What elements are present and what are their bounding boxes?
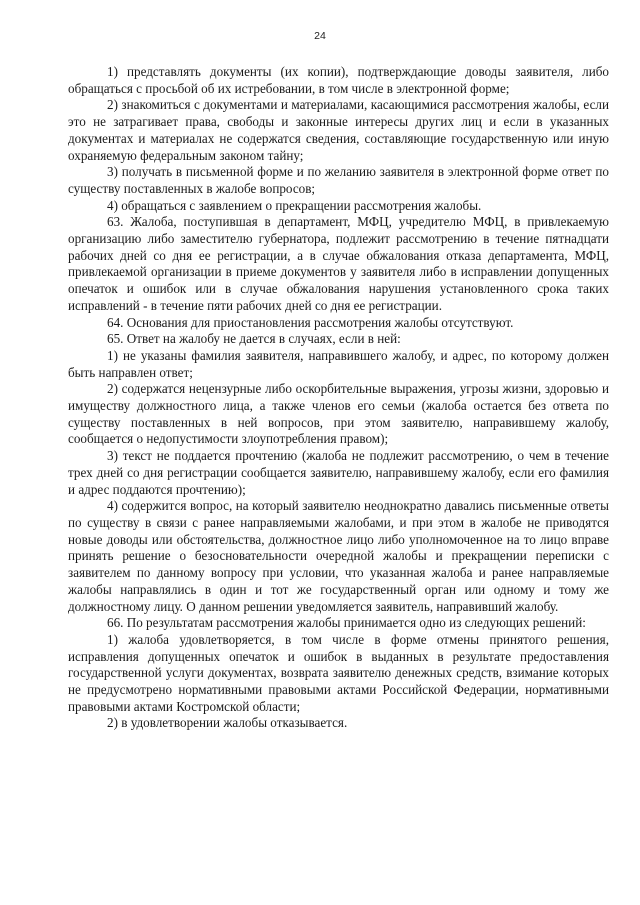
paragraph-66-item-2: 2) в удовлетворении жалобы отказывается.	[107, 715, 348, 731]
paragraph-65-item-4: 4) содержится вопрос, на который заявителю неоднократно давались письменные ответы по существу в связи с ранее направляемыми жалобами, и при этом в жалобе не приводятся новые доводы или обстоятельства, должностное лицо либо уполномоченное на то лицо вправе принять решение о безосновательности очередной жалобы и прекращении переписки с заявителем по данному вопросу при условии, что указанная жалоба и ранее направляемые жалобы направлялись в один и тот же государственный орган или одному и тому же должностному лицу. О данном решении уведомляется заявитель, направивший жалобу.	[68, 498, 609, 614]
paragraph-62-item-3: 3) получать в письменной форме и по желанию заявителя в электронной форме ответ по существу поставленных в жалобе вопросов;	[68, 164, 609, 196]
paragraph-66: 66. По результатам рассмотрения жалобы принимается одно из следующих решений:	[107, 615, 586, 631]
paragraph-65-item-2: 2) содержатся нецензурные либо оскорбительные выражения, угрозы жизни, здоровью и имуществу должностного лица, а также членов его семьи (жалоба остается без ответа по существу поставленных в ней вопросов, при этом заявителю, направившему жалобу, сообщается о недопустимости злоупотребления правом);	[68, 381, 609, 447]
paragraph-62-item-2: 2) знакомиться с документами и материалами, касающимися рассмотрения жалобы, если это не затрагивает права, свободы и законные интересы других лиц и если в указанных документах и материалах не содержатся сведения, составляющие государственную или иную охраняемую федеральным законом тайну;	[68, 97, 609, 163]
paragraph-62-item-4: 4) обращаться с заявлением о прекращении рассмотрения жалобы.	[107, 197, 482, 213]
page-number: 24	[314, 30, 326, 42]
document-body	[68, 64, 609, 732]
paragraph-64: 64. Основания для приостановления рассмотрения жалобы отсутствуют.	[107, 314, 514, 330]
paragraph-63: 63. Жалоба, поступившая в департамент, МФЦ, учредителю МФЦ, в привлекаемую организацию либо заместителю губернатора, подлежит рассмотрению в течение пятнадцати рабочих дней со дня ее регистрации, а в случае обжалования отказа департамента, МФЦ, привлекаемой организации в приеме документов у заявителя либо в исправлении допущенных опечаток и ошибок или в случае обжалования нарушения установленного срока таких исправлений - в течение пяти рабочих дней со дня ее регистрации.	[68, 214, 609, 313]
paragraph-65-item-3: 3) текст не поддается прочтению (жалоба не подлежит рассмотрению, о чем в течение трех дней со дня регистрации сообщается заявителю, направившему жалобу, если его фамилия и адрес поддаются прочтению);	[68, 448, 609, 497]
paragraph-62-item-1: 1) представлять документы (их копии), подтверждающие доводы заявителя, либо обращаться с просьбой об их истребовании, в том числе в электронной форме;	[68, 64, 609, 96]
paragraph-65: 65. Ответ на жалобу не дается в случаях, если в ней:	[107, 331, 401, 347]
paragraph-66-item-1: 1) жалоба удовлетворяется, в том числе в форме отмены принятого решения, исправления допущенных опечаток и ошибок в выданных в результате предоставления государственной услуги документах, возврата заявителю денежных средств, взимание которых не предусмотрено нормативными правовыми актами Российской Федерации, нормативными правовыми актами Костромской области;	[68, 631, 609, 714]
paragraph-65-item-1: 1) не указаны фамилия заявителя, направившего жалобу, и адрес, по которому должен быть направлен ответ;	[68, 347, 609, 380]
